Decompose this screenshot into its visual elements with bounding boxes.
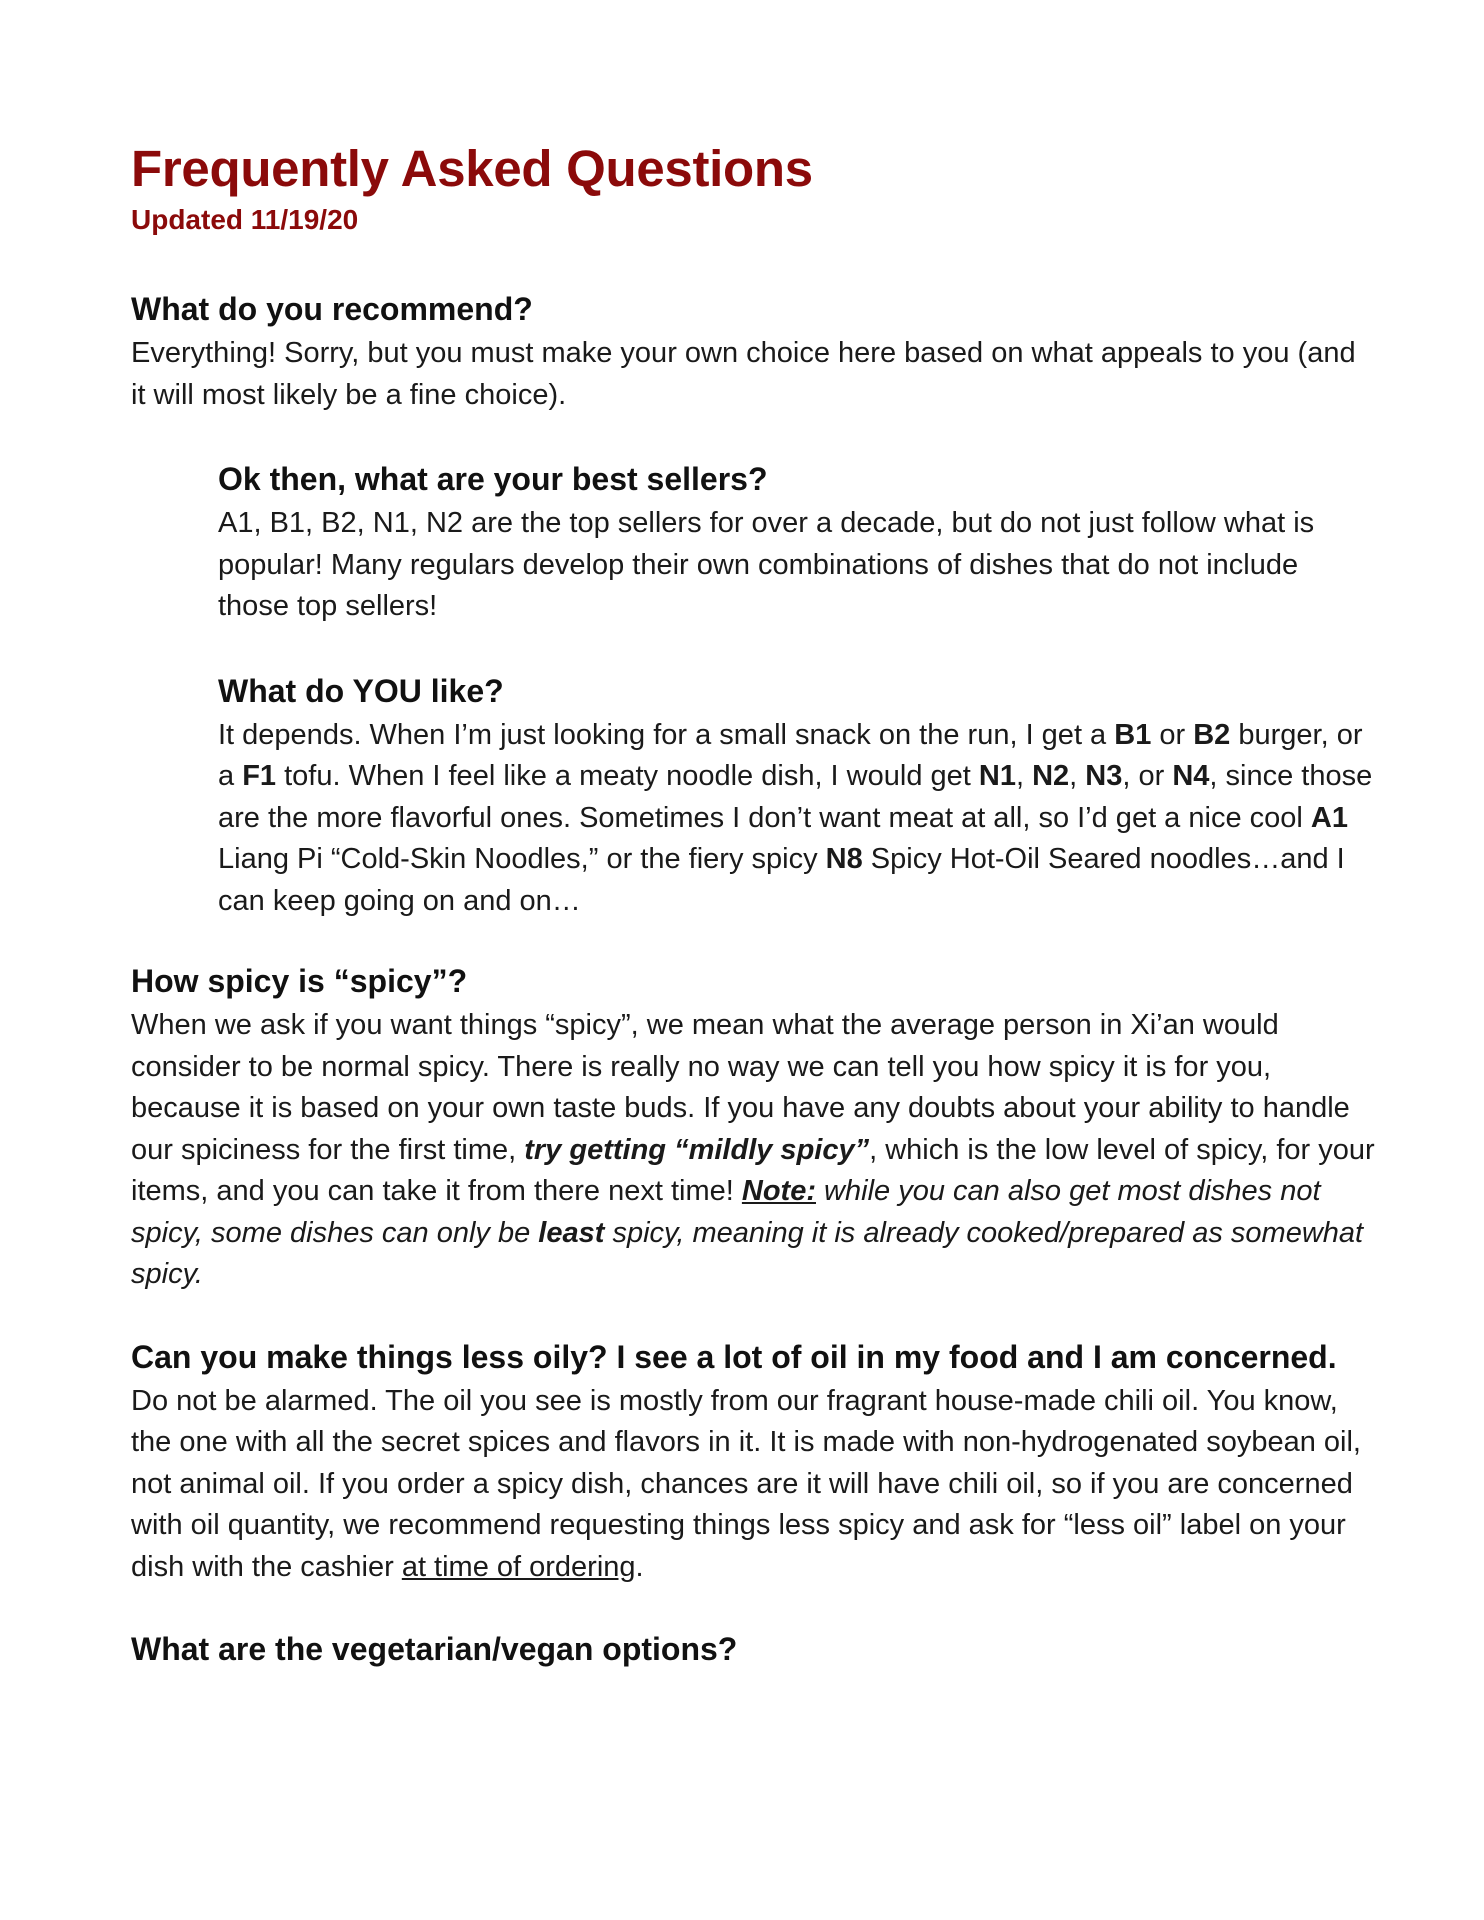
item-code-b2: B2 bbox=[1193, 718, 1231, 751]
answer-text: tofu. When I feel like a meaty noodle dish, I would get bbox=[276, 760, 979, 792]
note-text: spicy, meaning it is already cooked/prepared as somewhat spicy. bbox=[131, 1216, 1364, 1290]
question-you-like: What do YOU like? bbox=[218, 672, 504, 709]
item-code-b1: B1 bbox=[1114, 718, 1152, 751]
answer-text: When we ask if you want things “spicy”, we mean what the average person in Xi’an would consider to be normal spicy. There is really no way we can tell you how spicy it is for you, because it is based on your own taste buds. If you have any doubts about your ability to handle our spiciness for the first time, bbox=[131, 1009, 1350, 1166]
updated-date: Updated 11/19/20 bbox=[131, 204, 359, 235]
item-code-f1: F1 bbox=[242, 760, 277, 792]
answer-text: , bbox=[1015, 760, 1033, 792]
answer-text: Do not be alarmed. The oil you see is mostly from our fragrant house-made chili oil. You know, the one with all the secret spices and flavors in it. It is made with non-hydrogenated soybean oil, not animal oil. If you order a spicy dish, chances are it will have chili oil, so if you are concerned with oil quantity, we recommend requesting things less spicy and ask for “less oil” label on your dish with the cashier bbox=[131, 1384, 1361, 1583]
note-label: Note: bbox=[741, 1175, 816, 1207]
answer-text: Liang Pi “Cold-Skin Noodles,” or the fiery spicy bbox=[218, 843, 826, 875]
emphasis-mildly-spicy: try getting “mildly spicy” bbox=[524, 1133, 870, 1166]
faq-you-like bbox=[218, 668, 1376, 923]
emphasis-least: least bbox=[538, 1216, 605, 1249]
faq-best-sellers bbox=[218, 456, 1376, 628]
question-vegetarian: What are the vegetarian/vegan options? bbox=[131, 1631, 738, 1667]
faq-spicy bbox=[131, 958, 1376, 1296]
answer-you-like bbox=[218, 715, 1376, 923]
answer-recommend: Everything! Sorry, but you must make your own choice here based on what appeals to you (and it will most likely be a fine choice). bbox=[131, 337, 1356, 411]
answer-text: , since those are the more flavorful ones. Sometimes I don’t want meat at all, so I’d get a nice cool bbox=[218, 760, 1373, 834]
faq-recommend bbox=[131, 286, 1376, 416]
answer-text: Spicy Hot-Oil Seared noodles…and I can keep going on and on… bbox=[218, 843, 1345, 917]
underlined-text: at time of ordering bbox=[401, 1550, 636, 1583]
answer-text: . bbox=[635, 1550, 644, 1583]
answer-oily bbox=[131, 1381, 1376, 1589]
item-code-a1: A1 bbox=[1310, 801, 1348, 834]
faq-oily bbox=[131, 1334, 1376, 1589]
answer-text: or bbox=[1151, 718, 1194, 751]
faq-vegetarian bbox=[131, 1626, 1376, 1673]
question-best-sellers: Ok then, what are your best sellers? bbox=[218, 461, 768, 497]
question-recommend: What do you recommend? bbox=[131, 291, 533, 327]
note-text: while you can also get most dishes not spicy, some dishes can only be bbox=[131, 1175, 1321, 1249]
answer-text: It depends. When I’m just looking for a small snack on the run, I get a bbox=[218, 718, 1115, 751]
answer-best-sellers: A1, B1, B2, N1, N2 are the top sellers for over a decade, but do not just follow what is popular! Many regulars develop their own combinations of dishes that do not include those top sellers! bbox=[218, 507, 1315, 622]
answer-text: , or bbox=[1122, 760, 1173, 792]
question-spicy: How spicy is “spicy”? bbox=[131, 963, 468, 999]
item-code-n1: N1 bbox=[978, 760, 1016, 792]
question-oily: Can you make things less oily? I see a lot of oil in my food and I am concerned. bbox=[131, 1338, 1337, 1375]
item-code-n4: N4 bbox=[1172, 760, 1210, 792]
item-code-n3: N3 bbox=[1085, 760, 1123, 792]
answer-spicy bbox=[131, 1005, 1376, 1296]
answer-text: , bbox=[1069, 760, 1086, 792]
faq-content bbox=[131, 138, 1376, 1673]
answer-text: burger, or a bbox=[218, 718, 1363, 792]
page-title: Frequently Asked Questions bbox=[131, 140, 813, 197]
item-code-n2: N2 bbox=[1032, 760, 1070, 792]
answer-text: , which is the low level of spicy, for your items, and you can take it from there next time! bbox=[131, 1133, 1375, 1207]
item-code-n8: N8 bbox=[825, 843, 863, 875]
